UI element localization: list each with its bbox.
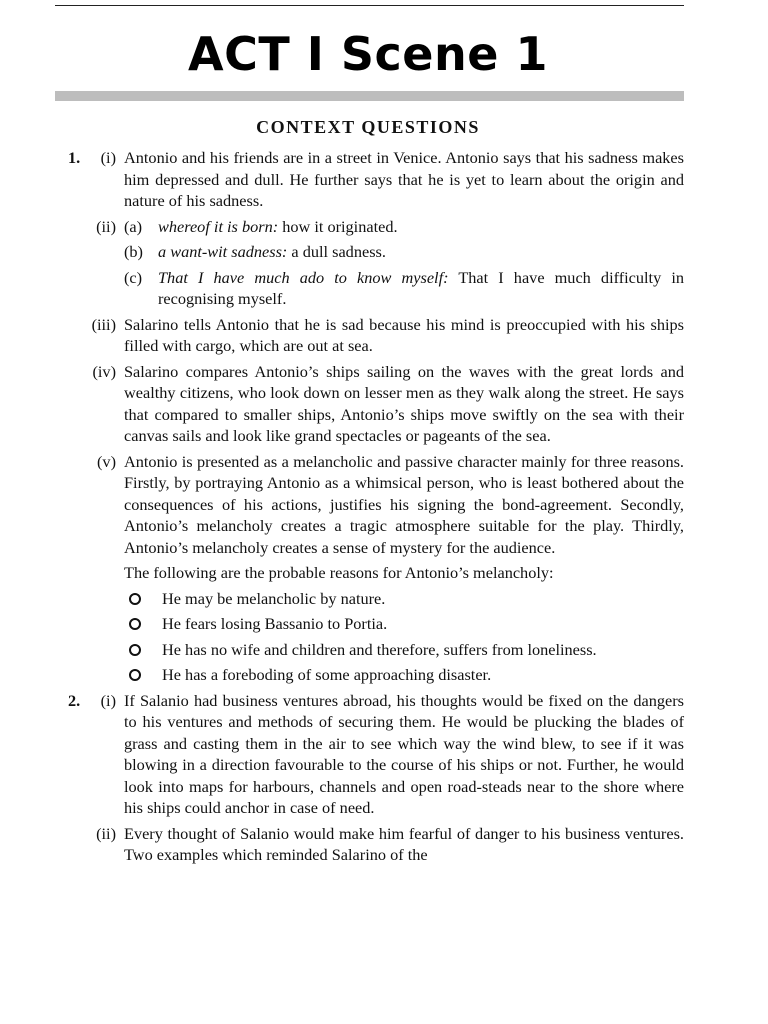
part-label: (v) (97, 451, 116, 471)
section-heading: CONTEXT QUESTIONS (256, 117, 480, 137)
quoted-term: a want-wit sadness: (158, 242, 288, 261)
list-item-text: He fears losing Bassanio to Portia. (162, 614, 388, 633)
answer-text: Every thought of Salanio would make him fearful of danger to his business ventures. Two examples which reminded Salarino of the (124, 823, 684, 864)
answer-1-iv (0, 361, 768, 447)
term-meaning: a dull sadness. (287, 242, 386, 261)
list-item-text: He has a foreboding of some approaching disaster. (162, 665, 492, 684)
answer-1-iii (0, 314, 768, 357)
circle-bullet-icon (129, 644, 141, 656)
answer-text: Antonio and his friends are in a street in Venice. Antonio says that his sadness makes him depressed and dull. He further says that he is yet to learn about the origin and nature of his sadness. (124, 148, 684, 210)
part-label: (ii) (96, 216, 116, 236)
sub-label: (a) (124, 216, 143, 236)
answer-2-i (0, 690, 768, 819)
part-label: (i) (100, 690, 116, 710)
answer-1-ii-b (0, 241, 768, 263)
answers-body (0, 147, 768, 870)
answer-1-v (0, 451, 768, 559)
part-label: (ii) (96, 823, 116, 843)
reasons-intro: The following are the probable reasons for Antonio’s melancholy: (124, 563, 554, 582)
list-item (0, 664, 768, 686)
list-item-text: He may be melancholic by nature. (162, 588, 386, 608)
page-title: ACT I Scene 1 (188, 27, 548, 81)
list-item (0, 588, 768, 610)
answer-1-ii-a (0, 216, 768, 238)
sub-label: (b) (124, 242, 143, 261)
answer-1-i (0, 147, 768, 212)
list-item (0, 613, 768, 635)
answer-text: Salarino tells Antonio that he is sad because his mind is preoccupied with his ships filled with cargo, which are out at sea. (124, 314, 684, 355)
question-number: 1. (68, 148, 81, 167)
top-rule (55, 5, 684, 6)
term-meaning: That I have much difficulty in recognising myself. (158, 267, 684, 308)
question-number: 2. (68, 690, 81, 710)
circle-bullet-icon (129, 593, 141, 605)
part-label: (iii) (91, 314, 116, 334)
list-item-text: He has no wife and children and therefore, suffers from loneliness. (162, 639, 597, 659)
circle-bullet-icon (129, 669, 141, 681)
quoted-term: whereof it is born: (158, 216, 279, 236)
answer-1-ii-c (0, 267, 768, 310)
answer-text: Salarino compares Antonio’s ships sailing on the waves with the great lords and wealthy citizens, who look down on lesser men as they walk along the street. He says that compared to smaller ships, Antonio’s ships move swiftly on the sea with their canvas sails and look like grand spectacles or pageants of the sea. (124, 361, 684, 445)
sub-label: (c) (124, 267, 143, 287)
answer-text: Antonio is presented as a melancholic and passive character mainly for three reasons. Firstly, by portraying Antonio as a whimsical person, who is least bothered about the consequences of his actions, justifies his signing the bond-agreement. Secondly, Antonio’s melancholy creates a tragic atmosphere suitable for the play. Thirdly, Antonio’s melancholy creates a sense of mystery for the audience. (124, 451, 684, 557)
part-label: (i) (100, 148, 116, 167)
quoted-term: That I have much ado to know myself: (158, 267, 449, 287)
answer-text: If Salanio had business ventures abroad, his thoughts would be fixed on the dangers to his ventures and methods of securing them. He would be plucking the blades of grass and casting them in the air to see which way the wind blew, to see if it was blowing in a direction favourable to the course of his ships or not. Further, he would look into maps for harbours, channels and open road-steads near to the shore where his ships could anchor in case of need. (124, 690, 684, 817)
list-item (0, 639, 768, 661)
circle-bullet-icon (129, 618, 141, 630)
title-underline-bar (55, 91, 684, 101)
answer-2-ii (0, 823, 768, 866)
part-label: (iv) (92, 361, 116, 381)
term-meaning: how it originated. (278, 216, 398, 236)
